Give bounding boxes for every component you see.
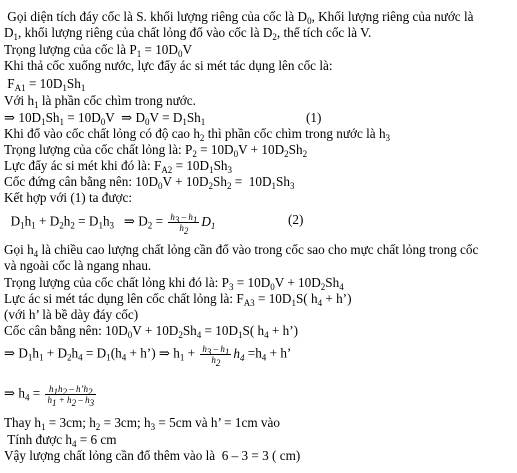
fraction-1: $\frac{h_3 - h_1}{h_2}$	[170, 212, 198, 236]
line-2: $D_1$, khối lượng riêng của chất lỏng đổ vào cốc là $D_2$, thể tích cốc là V.	[4, 25, 372, 42]
line-21: ⇒ $h_4$ = $\frac{h_1h_2 - h’h_2}{h_1 + h_2 - h_3}$	[4, 384, 95, 408]
line-19: Cốc cân bằng nên: $10D_0V + 10D_2Sh_4 = 10D_1S$( $h_4$ + h’)	[4, 323, 299, 340]
line-7: ⇒ $10D_1Sh_1 = 10D_0V$ ⇒ $D_0V = D_1Sh_1$ (1)	[4, 110, 322, 127]
line-11: Cốc đứng cân bằng nên: $10D_0V + 10D_2Sh_2 = 10D_1Sh_3$	[4, 174, 295, 191]
line-17: Lực ác si mét tác dụng lên cốc chất lỏng là: $F_{A3} = 10D_1S$( $h_4$ + h’)	[4, 291, 352, 308]
line-24: Vậy lượng chất lỏng cần đổ thêm vào là 6 – 3 = 3 ( cm)	[4, 448, 301, 463]
line-1: Gọi diện tích đáy cốc là S. khối lượng riêng của cốc là $D_0$, Khối lượng riêng của nước là	[4, 9, 474, 26]
line-16: Trọng lượng của cốc chất lỏng khi đó là: $P_3 = 10D_0V + 10D_2Sh_4$	[4, 275, 344, 292]
line-9: Trọng lượng của cốc chất lỏng là: $P_2 = 10D_0V + 10D_2Sh_2$	[4, 142, 308, 159]
line-3: Trọng lượng của cốc là $P_1 = 10D_0V$	[4, 42, 192, 59]
line-6: Với $h_1$ là phần cốc chìm trong nước.	[4, 93, 196, 110]
fraction-3: $\frac{h_1h_2 - h’h_2}{h_1 + h_2 - h_3}$	[47, 384, 95, 408]
line-5: $F_{A1} = 10D_1Sh_1$	[4, 76, 86, 93]
line-15: và ngoài cốc là ngang nhau.	[4, 258, 152, 273]
line-22: Thay $h_1 = 3cm$; $h_2 = 3cm$; $h_3 = 5cm$ và h’ = 1cm vào	[4, 415, 280, 432]
line-23: Tính được $h_4 = 6$ cm	[4, 432, 117, 449]
line-20: ⇒ $D_1h_1 + D_2h_4 = D_1(h_4$ + h’) ⇒ $h_1$ + $\frac{h_3 - h_1}{h_2}$ $h_4 =h_4 + h$’	[4, 344, 292, 368]
line-14: Gọi $h_4$ là chiều cao lượng chất lỏng cần đổ vào trong cốc sao cho mực chất lỏng trong cốc	[4, 242, 479, 259]
line-13: $D_1h_1 + D_2h_2 = D_1h_3$ ⇒ $D_2$ = $\frac{h_3 - h_1}{h_2}$ $D_1$ (2)	[4, 212, 304, 236]
fraction-2: $\frac{h_3 - h_1}{h_2}$	[202, 344, 230, 368]
equation-number-1: (1)	[306, 110, 322, 125]
line-12: Kết hợp với (1) ta được:	[4, 190, 133, 205]
line-4: Khi thả cốc xuống nước, lực đẩy ác si mét tác dụng lên cốc là:	[4, 58, 333, 73]
line-8: Khi đổ vào cốc chất lỏng có độ cao $h_2$ thì phần cốc chìm trong nước là $h_3$	[4, 126, 391, 143]
equation-number-2: (2)	[288, 212, 304, 227]
line-18: (với h’ là bề dày đáy cốc)	[4, 307, 139, 322]
line-10: Lực đẩy ác si mét khi đó là: $F_{A2} = 10D_1Sh_3$	[4, 158, 232, 175]
